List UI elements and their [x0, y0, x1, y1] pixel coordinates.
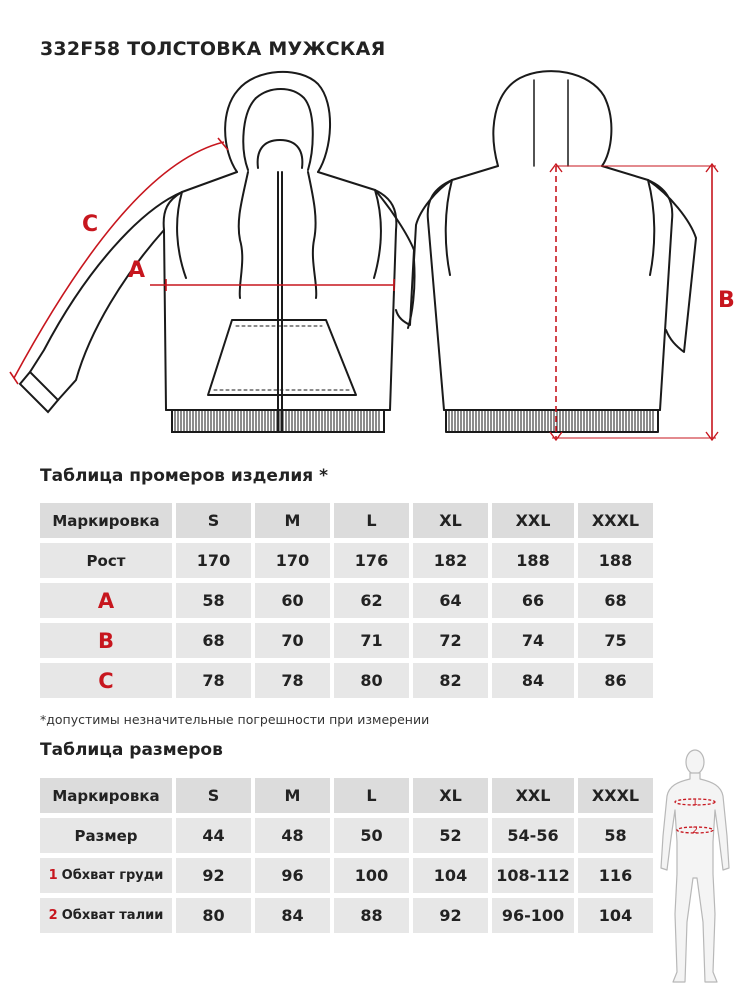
cell: 74: [492, 623, 574, 658]
cell: 80: [176, 898, 251, 933]
size-m: M: [255, 503, 330, 538]
back-armhole-left: [446, 180, 452, 275]
front-hood-opening: [258, 140, 303, 168]
product-title: 332F58 ТОЛСТОВКА МУЖСКАЯ: [40, 38, 386, 60]
cell: 188: [578, 543, 653, 578]
cell: 82: [413, 663, 488, 698]
back-body-left: [428, 166, 498, 410]
cell: 78: [255, 663, 330, 698]
front-body-right: [318, 172, 396, 410]
cell: 92: [176, 858, 251, 893]
front-body-left: [164, 172, 237, 410]
cell: 48: [255, 818, 330, 853]
cell: 62: [334, 583, 409, 618]
size-table: [36, 773, 657, 938]
row-label: Размер: [40, 818, 172, 853]
cell: 100: [334, 858, 409, 893]
cell: 58: [578, 818, 653, 853]
hoodie-drawing: [0, 60, 751, 450]
table-row: [40, 543, 653, 578]
size-l: L: [334, 503, 409, 538]
row-label: B: [40, 623, 172, 658]
size-table-title: Таблица размеров: [40, 740, 223, 760]
front-zipper: [278, 172, 282, 432]
cell: 170: [255, 543, 330, 578]
cell: 66: [492, 583, 574, 618]
front-left-sleeve: [30, 192, 182, 400]
row-label: [40, 858, 172, 893]
dim-a-label: A: [128, 258, 146, 283]
row-number: 1: [48, 868, 58, 883]
cell: 71: [334, 623, 409, 658]
measure-table-title: Таблица промеров изделия *: [40, 466, 328, 486]
cell: 68: [176, 623, 251, 658]
size-xl: XL: [413, 778, 488, 813]
back-armhole-right: [648, 180, 654, 275]
table-row: [40, 898, 653, 933]
cell: 108-112: [492, 858, 574, 893]
cell: 68: [578, 583, 653, 618]
cell: 88: [334, 898, 409, 933]
row-label-text: Обхват груди: [61, 868, 164, 883]
table-row: [40, 623, 653, 658]
back-hood: [493, 71, 611, 166]
cell: 84: [255, 898, 330, 933]
cell: 75: [578, 623, 653, 658]
cell: 96: [255, 858, 330, 893]
cell: 176: [334, 543, 409, 578]
measure-table: [36, 498, 657, 703]
front-armhole-left: [177, 192, 186, 278]
size-xxl: XXL: [492, 503, 574, 538]
front-cuff: [20, 372, 58, 412]
cell: 170: [176, 543, 251, 578]
table-row: [40, 663, 653, 698]
cell: 52: [413, 818, 488, 853]
cell: 92: [413, 898, 488, 933]
cell: 104: [413, 858, 488, 893]
row-label: [40, 898, 172, 933]
size-header-row: [40, 778, 653, 813]
dim-c-line: [14, 142, 224, 378]
figure-marker-2: 2: [692, 826, 698, 836]
cell: 104: [578, 898, 653, 933]
cell: 182: [413, 543, 488, 578]
drawstring-left: [239, 172, 248, 298]
row-label: Рост: [40, 543, 172, 578]
table-row: [40, 858, 653, 893]
cell: 70: [255, 623, 330, 658]
front-armhole-right: [374, 190, 381, 278]
cell: 54-56: [492, 818, 574, 853]
table-row: [40, 818, 653, 853]
row-label: C: [40, 663, 172, 698]
cell: 72: [413, 623, 488, 658]
size-m: M: [255, 778, 330, 813]
front-hood-outline: [225, 72, 330, 172]
size-s: S: [176, 503, 251, 538]
row-label: A: [40, 583, 172, 618]
dim-c-label: C: [82, 212, 99, 237]
header-marking: Маркировка: [40, 778, 172, 813]
size-xl: XL: [413, 503, 488, 538]
back-body-right: [602, 166, 672, 410]
figure-marker-1: 1: [692, 798, 698, 808]
cell: 60: [255, 583, 330, 618]
cell: 86: [578, 663, 653, 698]
footnote: *допустимы незначительные погрешности при измерении: [40, 712, 430, 727]
cell: 188: [492, 543, 574, 578]
body-figure: [655, 746, 735, 991]
cell: 64: [413, 583, 488, 618]
dim-b-label: B: [718, 288, 735, 313]
size-l: L: [334, 778, 409, 813]
cell: 78: [176, 663, 251, 698]
measure-header-row: [40, 503, 653, 538]
row-label-text: Обхват талии: [61, 908, 164, 923]
cell: 50: [334, 818, 409, 853]
size-xxxl: XXXL: [578, 778, 653, 813]
cell: 44: [176, 818, 251, 853]
cell: 96-100: [492, 898, 574, 933]
size-xxl: XXL: [492, 778, 574, 813]
body-figure-svg: [655, 746, 735, 991]
header-marking: Маркировка: [40, 503, 172, 538]
cell: 84: [492, 663, 574, 698]
size-s: S: [176, 778, 251, 813]
cell: 80: [334, 663, 409, 698]
drawstring-right: [308, 172, 316, 298]
table-row: [40, 583, 653, 618]
row-number: 2: [48, 908, 58, 923]
cell: 116: [578, 858, 653, 893]
hoodie-svg: [0, 60, 751, 450]
cell: 58: [176, 583, 251, 618]
size-xxxl: XXXL: [578, 503, 653, 538]
